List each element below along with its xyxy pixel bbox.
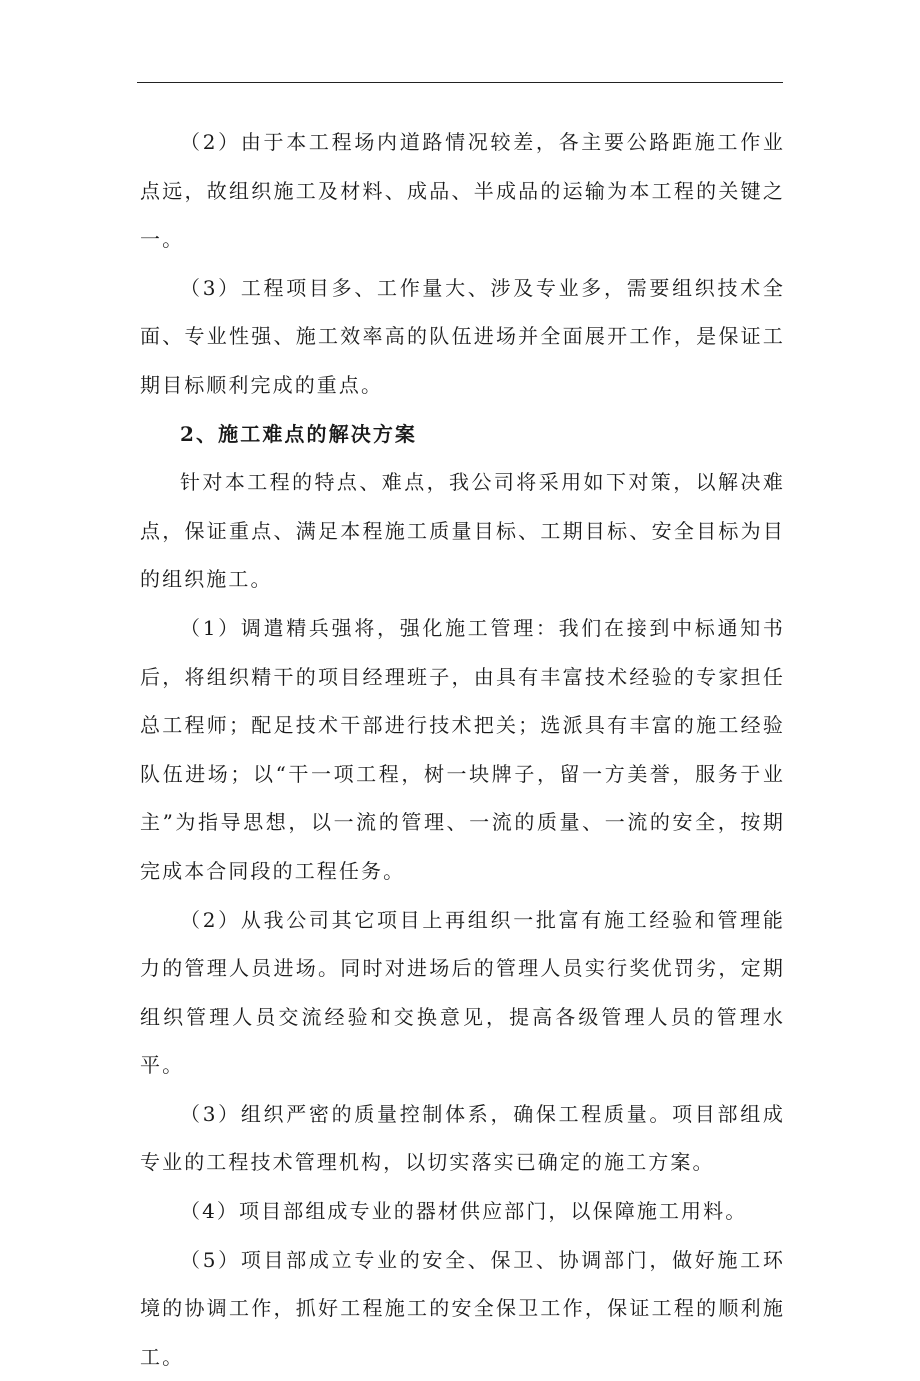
paragraph-item-2: （2）从我公司其它项目上再组织一批富有施工经验和管理能力的管理人员进场。同时对进场后的管理人员实行奖优罚劣，定期组织管理人员交流经验和交换意见，提高各级管理人员的管理水平。 xyxy=(140,907,785,1078)
header-rule xyxy=(137,82,783,83)
section-heading: 2、施工难点的解决方案 xyxy=(180,421,418,446)
paragraph-project-scope: （3）工程项目多、工作量大、涉及专业多，需要组织技术全面、专业性强、施工效率高的队伍进场并全面展开工作，是保证工期目标顺利完成的重点。 xyxy=(140,275,785,397)
paragraph-item-3: （3）组织严密的质量控制体系，确保工程质量。项目部组成专业的工程技术管理机构，以切实落实已确定的施工方案。 xyxy=(140,1101,785,1175)
paragraph-item-4: （4）项目部组成专业的器材供应部门，以保障施工用料。 xyxy=(180,1199,748,1224)
paragraph-road-conditions: （2）由于本工程场内道路情况较差，各主要公路距施工作业点远，故组织施工及材料、成品、半成品的运输为本工程的关键之一。 xyxy=(140,130,785,252)
paragraph-item-5: （5）项目部成立专业的安全、保卫、协调部门，做好施工环境的协调工作，抓好工程施工的安全保卫工作，保证工程的顺利施工。 xyxy=(140,1247,785,1369)
paragraph-countermeasures-intro: 针对本工程的特点、难点，我公司将采用如下对策，以解决难点，保证重点、满足本程施工质量目标、工期目标、安全目标为目的组织施工。 xyxy=(140,470,785,592)
paragraph-item-1: （1）调遣精兵强将，强化施工管理：我们在接到中标通知书后，将组织精干的项目经理班子，由具有丰富技术经验的专家担任总工程师；配足技术干部进行技术把关；选派具有丰富的施工经验队伍进场；以“干一项工程，树一块牌子，留一方美誉，服务于业主”为指导思想，以一流的管理、一流的质量、一流的安全，按期完成本合同段的工程任务。 xyxy=(140,615,785,883)
document-body xyxy=(140,118,785,1381)
